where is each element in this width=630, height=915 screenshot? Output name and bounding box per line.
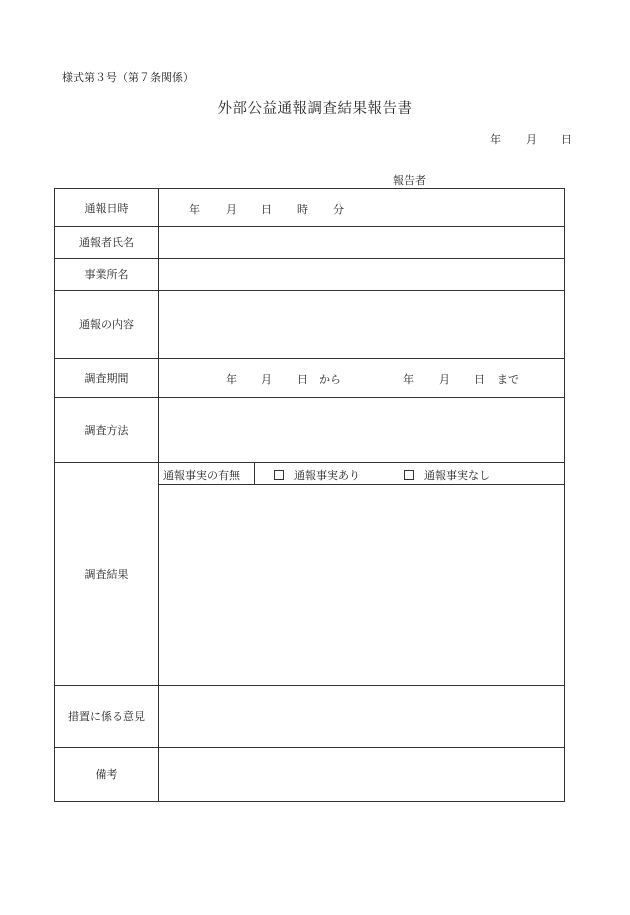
option-fact-no-label: 通報事実なし <box>424 469 490 482</box>
period-from: から <box>319 373 341 386</box>
label-investigation-result: 調査結果 <box>84 567 129 581</box>
label-investigation-period: 調査期間 <box>84 371 129 385</box>
measures-opinion-field[interactable] <box>159 686 564 747</box>
label-measures-opinion: 措置に係る意見 <box>68 710 145 723</box>
header-date-day: 日 <box>561 133 572 146</box>
report-form-table <box>54 188 565 802</box>
period-start-month: 月 <box>261 373 272 386</box>
report-day: 日 <box>261 203 272 216</box>
period-end-year: 年 <box>403 373 414 386</box>
header-date-year: 年 <box>490 133 501 146</box>
label-report-content: 通報の内容 <box>79 318 134 331</box>
office-name-field[interactable] <box>159 259 564 290</box>
reporter-name-field[interactable] <box>159 227 564 258</box>
label-office-name: 事業所名 <box>84 268 129 281</box>
option-fact-yes-label: 通報事実あり <box>294 469 360 482</box>
checkbox-icon[interactable] <box>404 470 414 480</box>
reporter-label: 報告者 <box>393 174 426 187</box>
label-investigation-method: 調査方法 <box>84 423 129 437</box>
report-month: 月 <box>226 203 237 216</box>
investigation-method-field[interactable] <box>159 398 564 462</box>
option-fact-yes[interactable] <box>274 467 360 483</box>
document-title: 外部公益通報調査結果報告書 <box>217 101 413 117</box>
option-fact-no[interactable] <box>404 467 490 483</box>
period-start-year: 年 <box>226 373 237 386</box>
report-hour: 時 <box>297 203 308 216</box>
form-number: 様式第３号（第７条関係） <box>62 71 194 84</box>
period-end-day: 日 <box>474 373 485 386</box>
checkbox-icon[interactable] <box>274 470 284 480</box>
fact-existence-label: 通報事実の有無 <box>163 469 240 482</box>
label-remarks: 備考 <box>95 768 118 781</box>
label-report-datetime: 通報日時 <box>84 201 129 215</box>
report-minute: 分 <box>333 203 344 216</box>
period-end-month: 月 <box>439 373 450 386</box>
period-start-day: 日 <box>297 373 308 386</box>
report-content-field[interactable] <box>159 291 564 358</box>
period-until: まで <box>497 373 519 386</box>
remarks-field[interactable] <box>159 748 564 801</box>
label-reporter-name: 通報者氏名 <box>79 236 134 249</box>
header-date-month: 月 <box>526 133 537 146</box>
investigation-result-field[interactable] <box>159 485 564 685</box>
fact-cell-divider <box>254 462 255 484</box>
report-year: 年 <box>189 203 200 216</box>
